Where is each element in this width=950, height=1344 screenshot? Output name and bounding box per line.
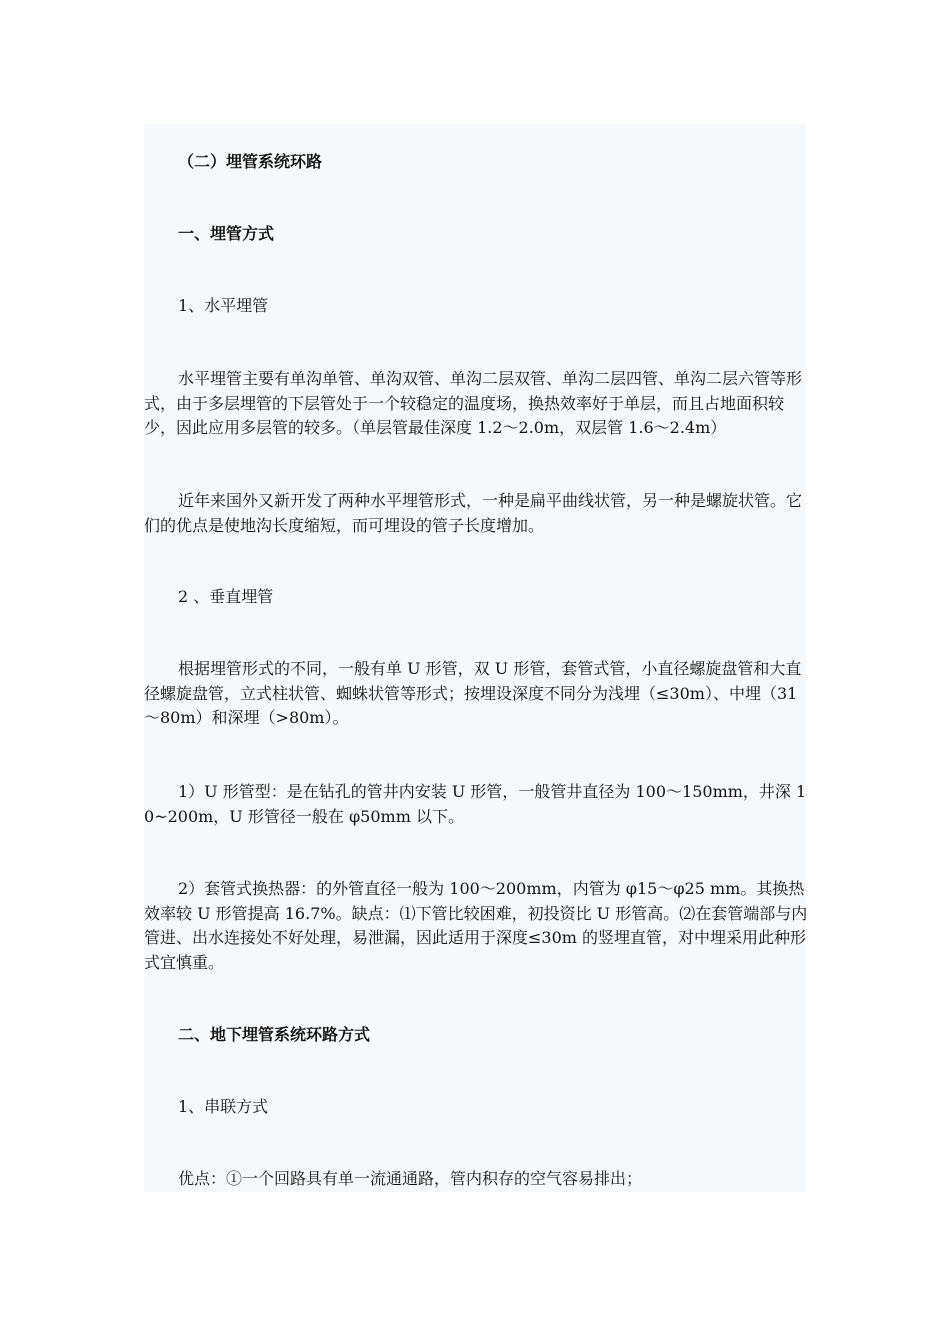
paragraph-casing-exchanger: 2）套管式换热器：的外管直径一般为 100～200mm，内管为 φ15～φ25 mm。其换热效率较 U 形管提高 16.7%。缺点：⑴下管比较困难，初投资比 U 形管高。⑵在套管端部与内管进、出水连接处不好处理，易泄漏，因此适用于深度≤30m 的竖埋直管，对中埋采用此种形式宜慎重。 [144,879,808,972]
paragraph-vertical-forms: 根据埋管形式的不同，一般有单 U 形管，双 U 形管，套管式管，小直径螺旋盘管和大直径螺旋盘管，立式柱状管、蜘蛛状管等形式；按埋设深度不同分为浅埋（≤30m）、中埋（31～80m）和深埋（>80m）。 [144,659,802,728]
paragraph-u-tube: 1）U 形管型：是在钻孔的管井内安装 U 形管，一般管井直径为 100～150mm，井深 10~200m，U 形管径一般在 φ50mm 以下。 [144,782,807,826]
section-heading: （二）埋管系统环路 [178,152,323,171]
heading-burial-methods: 一、埋管方式 [178,224,275,243]
paragraph-advantages: 优点：①一个回路具有单一流通通路，管内积存的空气容易排出； [178,1169,643,1188]
paragraph-horizontal-forms: 水平埋管主要有单沟单管、单沟双管、单沟二层双管、单沟二层四管、单沟二层六管等形式，由于多层埋管的下层管处于一个较稳定的温度场，换热效率好于单层，而且占地面积较少，因此应用多层管的较多。（单层管最佳深度 1.2～2.0m，双层管 1.6～2.4m） [144,369,803,438]
subheading-horizontal: 1、水平埋管 [178,296,269,315]
heading-loop-methods: 二、地下埋管系统环路方式 [178,1025,371,1044]
paragraph-new-forms: 近年来国外又新开发了两种水平埋管形式，一种是扁平曲线状管，另一种是螺旋状管。它们的优点是使地沟长度缩短，而可埋设的管子长度增加。 [144,491,803,535]
subheading-series: 1、串联方式 [178,1097,269,1116]
subheading-vertical: 2 、垂直埋管 [178,587,274,606]
